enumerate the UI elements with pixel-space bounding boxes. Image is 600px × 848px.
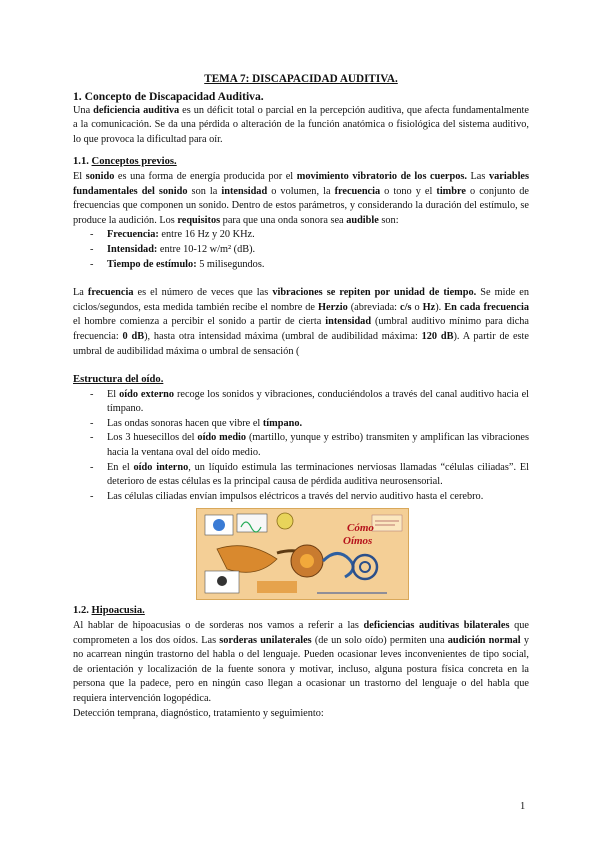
list-item: - Frecuencia: entre 16 Hz y 20 KHz. [73, 228, 529, 243]
section-1-paragraph: Una deficiencia auditiva es un déficit total o parcial en la percepción auditiva, que afecta fundamentalmente a la comunicación. Se da una pérdida o alteración de la función anatómica o fisiológica del sistema auditivo, lo que provoca la dificultad para oír. [73, 104, 529, 145]
ear-structure-heading: Estructura del oído. [73, 374, 164, 386]
section-1-2-heading: 1.2. Hipoacusia. [73, 605, 145, 617]
frequency-paragraph: La frecuencia es el número de veces que las vibraciones se repiten por unidad de tiempo. Se mide en ciclos/segundos, esta medida también recibe el nombre de Herzio (abreviada: c/s o Hz). En cada frecuencia el hombre comienza a percibir el sonido a partir de cierta intensidad (umbral auditivo mínimo para dicha frecuencia: 0 dB), hasta otra intensidad máxima (umbral de audibilidad máxima: 120 dB). A partir de este umbral de audibilidad máxima o umbral de sensación ( [73, 287, 530, 357]
list-item: - Los 3 huesecillos del oído medio (martillo, yunque y estribo) transmiten y amplifican las vibraciones hacia la ventana oval del oído medio. [73, 431, 529, 460]
list-item: - Intensidad: entre 10-12 w/m² (dB). [73, 243, 529, 258]
ear-structure-list [73, 388, 529, 505]
list-item: - Las células ciliadas envían impulsos eléctricos a través del nervio auditivo hasta el cerebro. [73, 490, 529, 505]
page-number: 1 [520, 801, 526, 812]
hypoacusis-paragraph: Al hablar de hipoacusias o de sorderas nos vamos a referir a las deficiencias auditivas bilaterales que comprometen a los dos oídos. Las sorderas unilaterales (de un solo oído) permiten una audición normal y no acarrean ningún trastorno del habla o del lenguaje. Pueden ocasionar leves inconvenientes de tipo social, de orientación y localización de la fuente sonora y motivar, incluso, alguna postura física concreta en la persona que la padece, pero en ningún caso llegan a ocasionar un trastorno del lenguaje o del habla que requiera intervención logopédica. [73, 620, 529, 704]
list-item: - Las ondas sonoras hacen que vibre el tímpano. [73, 417, 529, 432]
list-item: - En el oído interno, un líquido estimula las terminaciones nerviosas llamadas “células ciliadas”. El deterioro de estas células es la principal causa de pérdida auditiva neurosensorial. [73, 461, 529, 490]
list-item: - Tiempo de estímulo: 5 milisegundos. [73, 258, 529, 273]
section-1-1-heading: 1.1. Conceptos previos. [73, 156, 177, 168]
section-1-heading: 1. Concepto de Discapacidad Auditiva. [73, 89, 264, 103]
ear-illustration-graphic [197, 509, 408, 599]
document-page [73, 72, 529, 721]
detection-paragraph: Detección temprana, diagnóstico, tratamiento y seguimiento: [73, 707, 324, 719]
figure-title-line1: Cómo [347, 522, 374, 535]
list-item: - El oído externo recoge los sonidos y vibraciones, conduciéndolos a través del canal auditivo hacia el tímpano. [73, 388, 529, 417]
figure-title-line2: Oímos [343, 535, 373, 548]
page-title: TEMA 7: DISCAPACIDAD AUDITIVA. [204, 73, 398, 85]
how-we-hear-illustration [196, 508, 409, 600]
sound-paragraph: El sonido es una forma de energía producida por el movimiento vibratorio de los cuerpos. Las variables fundamentales del sonido son la intensidad o volumen, la frecuencia o tono y el timbre o conjunto de frecuencias que componen un sonido. Dentro de estos parámetros, y considerando la duración del estímulo, se produce la audición. Los requisitos para que una onda sonora sea audible son: [73, 170, 530, 226]
requirements-list [73, 228, 529, 272]
